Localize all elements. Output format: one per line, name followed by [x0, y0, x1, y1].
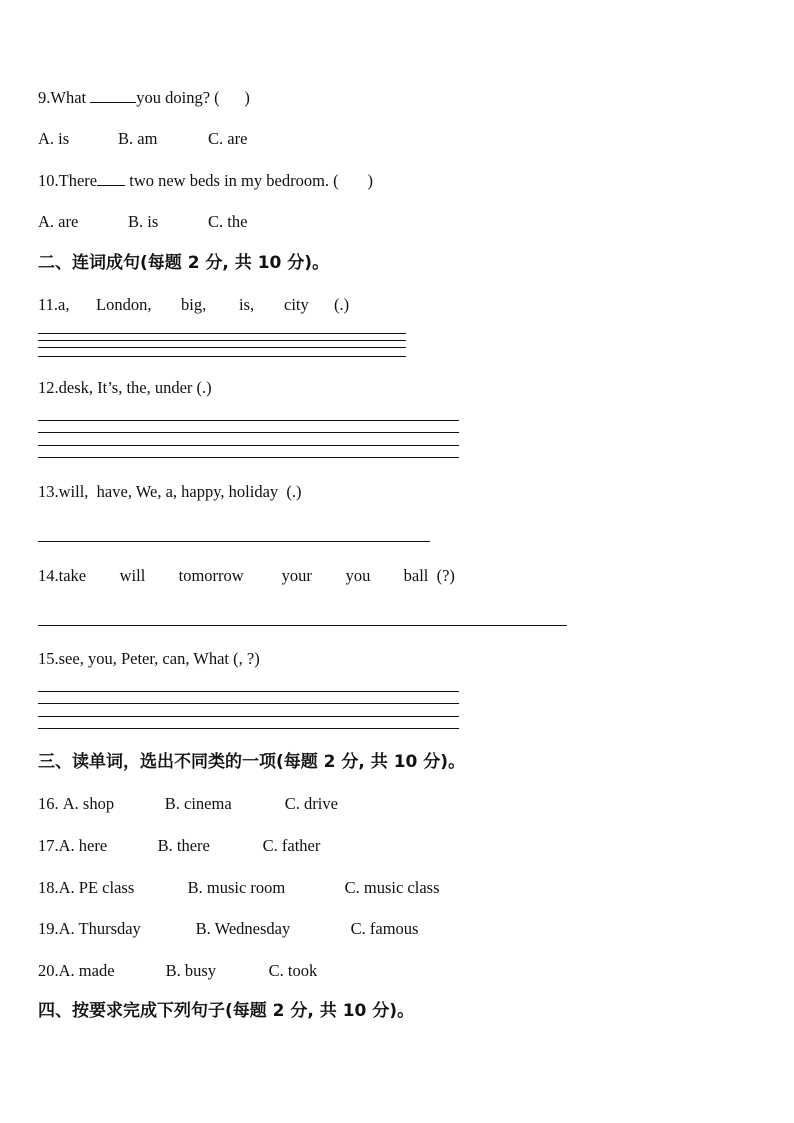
- q18-option-b[interactable]: B. music room: [187, 878, 286, 897]
- q9-option-c[interactable]: C. are: [208, 129, 248, 148]
- q14-number: 14.: [38, 566, 59, 585]
- question-13: 13.will, have, We, a, happy, holiday (.): [38, 482, 302, 501]
- q15-answer-line[interactable]: [38, 728, 459, 729]
- q14-word: take: [58, 566, 87, 585]
- q14-word: will: [119, 566, 146, 585]
- q10-text-after: two new beds in my bedroom. ( ): [125, 171, 374, 190]
- q14-word: ball (?): [403, 566, 455, 585]
- q17-number: 17.: [38, 836, 59, 855]
- q9-options: [38, 129, 247, 149]
- q12-answer-line[interactable]: [38, 457, 459, 458]
- q20-option-a[interactable]: A. made: [58, 961, 115, 980]
- q16-option-c[interactable]: C. drive: [284, 794, 338, 813]
- question-20: [38, 961, 317, 981]
- q9-option-a[interactable]: A. is: [38, 129, 70, 148]
- q18-option-a[interactable]: A. PE class: [58, 878, 135, 897]
- q18-number: 18.: [38, 878, 59, 897]
- q17-option-c[interactable]: C. father: [262, 836, 321, 855]
- q10-option-a[interactable]: A. are: [38, 212, 79, 231]
- q13-answer-line[interactable]: [38, 541, 430, 542]
- q14-word: you: [345, 566, 371, 585]
- q18-option-c[interactable]: C. music class: [344, 878, 440, 897]
- q15-answer-line[interactable]: [38, 703, 459, 704]
- q10-text-before: 10.There: [38, 171, 98, 190]
- q10-blank[interactable]: [97, 170, 125, 186]
- q11-word: big,: [181, 295, 207, 314]
- q12-answer-line[interactable]: [38, 420, 459, 421]
- section-3-title: 三、读单词，选出不同类的一项(每题 2 分, 共 10 分)。: [38, 752, 466, 772]
- question-17: [38, 836, 320, 856]
- q20-number: 20.: [38, 961, 59, 980]
- question-16: [38, 794, 338, 814]
- q11-answer-line[interactable]: [38, 333, 406, 334]
- q10-option-c[interactable]: C. the: [208, 212, 248, 231]
- q12-answer-line[interactable]: [38, 432, 459, 433]
- q11-answer-line[interactable]: [38, 347, 406, 348]
- q16-option-a[interactable]: A. shop: [62, 794, 115, 813]
- q9-text-after: you doing? ( ): [136, 88, 250, 107]
- question-9: [38, 87, 250, 108]
- q20-option-c[interactable]: C. took: [268, 961, 318, 980]
- q9-blank[interactable]: [90, 87, 136, 103]
- q15-answer-line[interactable]: [38, 716, 459, 717]
- question-14: [38, 566, 455, 586]
- q19-option-b[interactable]: B. Wednesday: [195, 919, 291, 938]
- q19-option-a[interactable]: A. Thursday: [58, 919, 141, 938]
- q16-option-b[interactable]: B. cinema: [164, 794, 232, 813]
- section-4-title: 四、按要求完成下列句子(每题 2 分, 共 10 分)。: [38, 1001, 415, 1021]
- q9-text-before: 9.What: [38, 88, 91, 107]
- question-18: [38, 878, 440, 898]
- question-11: [38, 295, 349, 315]
- q15-answer-line[interactable]: [38, 691, 459, 692]
- question-15: 15.see, you, Peter, can, What (, ?): [38, 649, 260, 668]
- section-2-title: 二、连词成句(每题 2 分, 共 10 分)。: [38, 253, 330, 273]
- q12-answer-line[interactable]: [38, 445, 459, 446]
- q11-word: city: [284, 295, 309, 314]
- q14-answer-line[interactable]: [38, 625, 567, 626]
- q10-options: [38, 212, 247, 232]
- q19-number: 19.: [38, 919, 59, 938]
- q11-word: (.): [334, 295, 350, 314]
- q11-answer-line[interactable]: [38, 340, 406, 341]
- q11-word: London,: [96, 295, 152, 314]
- q9-option-b[interactable]: B. am: [118, 129, 158, 148]
- q17-option-b[interactable]: B. there: [157, 836, 210, 855]
- question-12: 12.desk, It’s, the, under (.): [38, 378, 212, 397]
- q11-word: a,: [58, 295, 70, 314]
- q16-number: 16.: [38, 794, 59, 813]
- q11-word: is,: [239, 295, 255, 314]
- q11-answer-line[interactable]: [38, 356, 406, 357]
- question-10: [38, 170, 373, 191]
- q14-word: your: [281, 566, 312, 585]
- question-19: [38, 919, 418, 939]
- q10-option-b[interactable]: B. is: [128, 212, 159, 231]
- q17-option-a[interactable]: A. here: [58, 836, 108, 855]
- q20-option-b[interactable]: B. busy: [165, 961, 217, 980]
- q14-word: tomorrow: [178, 566, 244, 585]
- q19-option-c[interactable]: C. famous: [350, 919, 419, 938]
- q11-number: 11.: [38, 295, 59, 314]
